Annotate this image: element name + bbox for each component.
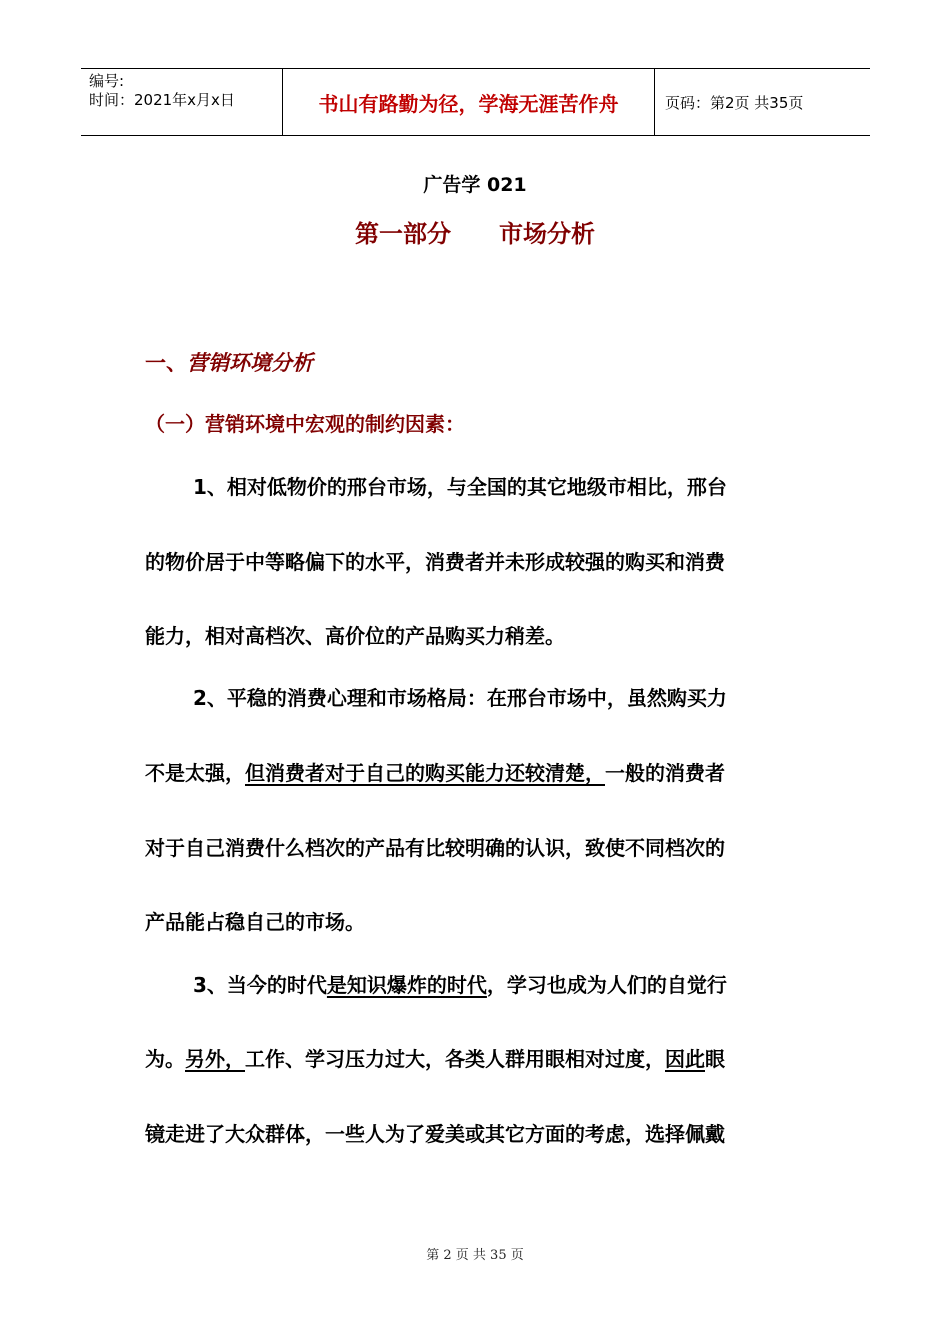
underlined-text: 是知识爆炸的时代 bbox=[326, 973, 487, 997]
paragraph-line: 产品能占稳自己的市场。 bbox=[145, 910, 365, 934]
document-title: 广告学 021 bbox=[423, 174, 527, 196]
paragraph-line: 能力，相对高档次、高价位的产品购买力稍差。 bbox=[145, 624, 565, 648]
header-info-cell bbox=[81, 69, 282, 135]
motto: 书山有路勤为径，学海无涯苦作舟 bbox=[318, 92, 619, 116]
page-header bbox=[81, 68, 870, 136]
paragraph-line: 镜走进了大众群体，一些人为了爱美或其它方面的考虑，选择佩戴 bbox=[145, 1122, 725, 1146]
subsection-heading: （一）营销环境中宏观的制约因素： bbox=[145, 412, 465, 436]
paragraph-line bbox=[145, 1046, 725, 1072]
paragraph-line bbox=[145, 760, 725, 786]
page-footer: 第 2 页 共 35 页 bbox=[426, 1248, 524, 1263]
text-run: 3、当今的时代 bbox=[193, 973, 327, 997]
page-code: 页码：第2页 共35页 bbox=[665, 94, 804, 112]
paragraph-line: 2、平稳的消费心理和市场格局：在邢台市场中，虽然购买力 bbox=[193, 686, 727, 710]
text-run: 眼 bbox=[705, 1047, 725, 1071]
paragraph-line bbox=[193, 972, 727, 998]
text-run: ，学习也成为人们的自觉行 bbox=[486, 973, 727, 997]
time-label: 时间：2021年x月x日 bbox=[89, 91, 235, 109]
underlined-text: 但消费者对于自己的购买能力还较清楚， bbox=[245, 761, 605, 785]
header-motto-cell bbox=[282, 69, 655, 135]
section-number: 一、 bbox=[145, 351, 187, 375]
text-run: 工作、学习压力过大，各类人群用眼相对过度， bbox=[245, 1047, 665, 1071]
paragraph-line: 对于自己消费什么档次的产品有比较明确的认识，致使不同档次的 bbox=[145, 836, 725, 860]
text-run: 不是太强， bbox=[145, 761, 245, 785]
header-page-cell bbox=[655, 69, 870, 135]
section-title: 营销环境分析 bbox=[187, 351, 313, 375]
paragraph-line: 1、相对低物价的邢台市场，与全国的其它地级市相比，邢台 bbox=[193, 475, 727, 499]
section-heading bbox=[145, 349, 313, 377]
text-run: 为。 bbox=[145, 1047, 185, 1071]
underlined-text: 因此 bbox=[665, 1047, 705, 1071]
text-run: 一般的消费者 bbox=[605, 761, 725, 785]
part-title: 第一部分 市场分析 bbox=[355, 220, 595, 248]
underlined-text: 另外， bbox=[185, 1047, 245, 1071]
number-label: 编号: bbox=[89, 72, 125, 90]
paragraph-line: 的物价居于中等略偏下的水平，消费者并未形成较强的购买和消费 bbox=[145, 550, 725, 574]
